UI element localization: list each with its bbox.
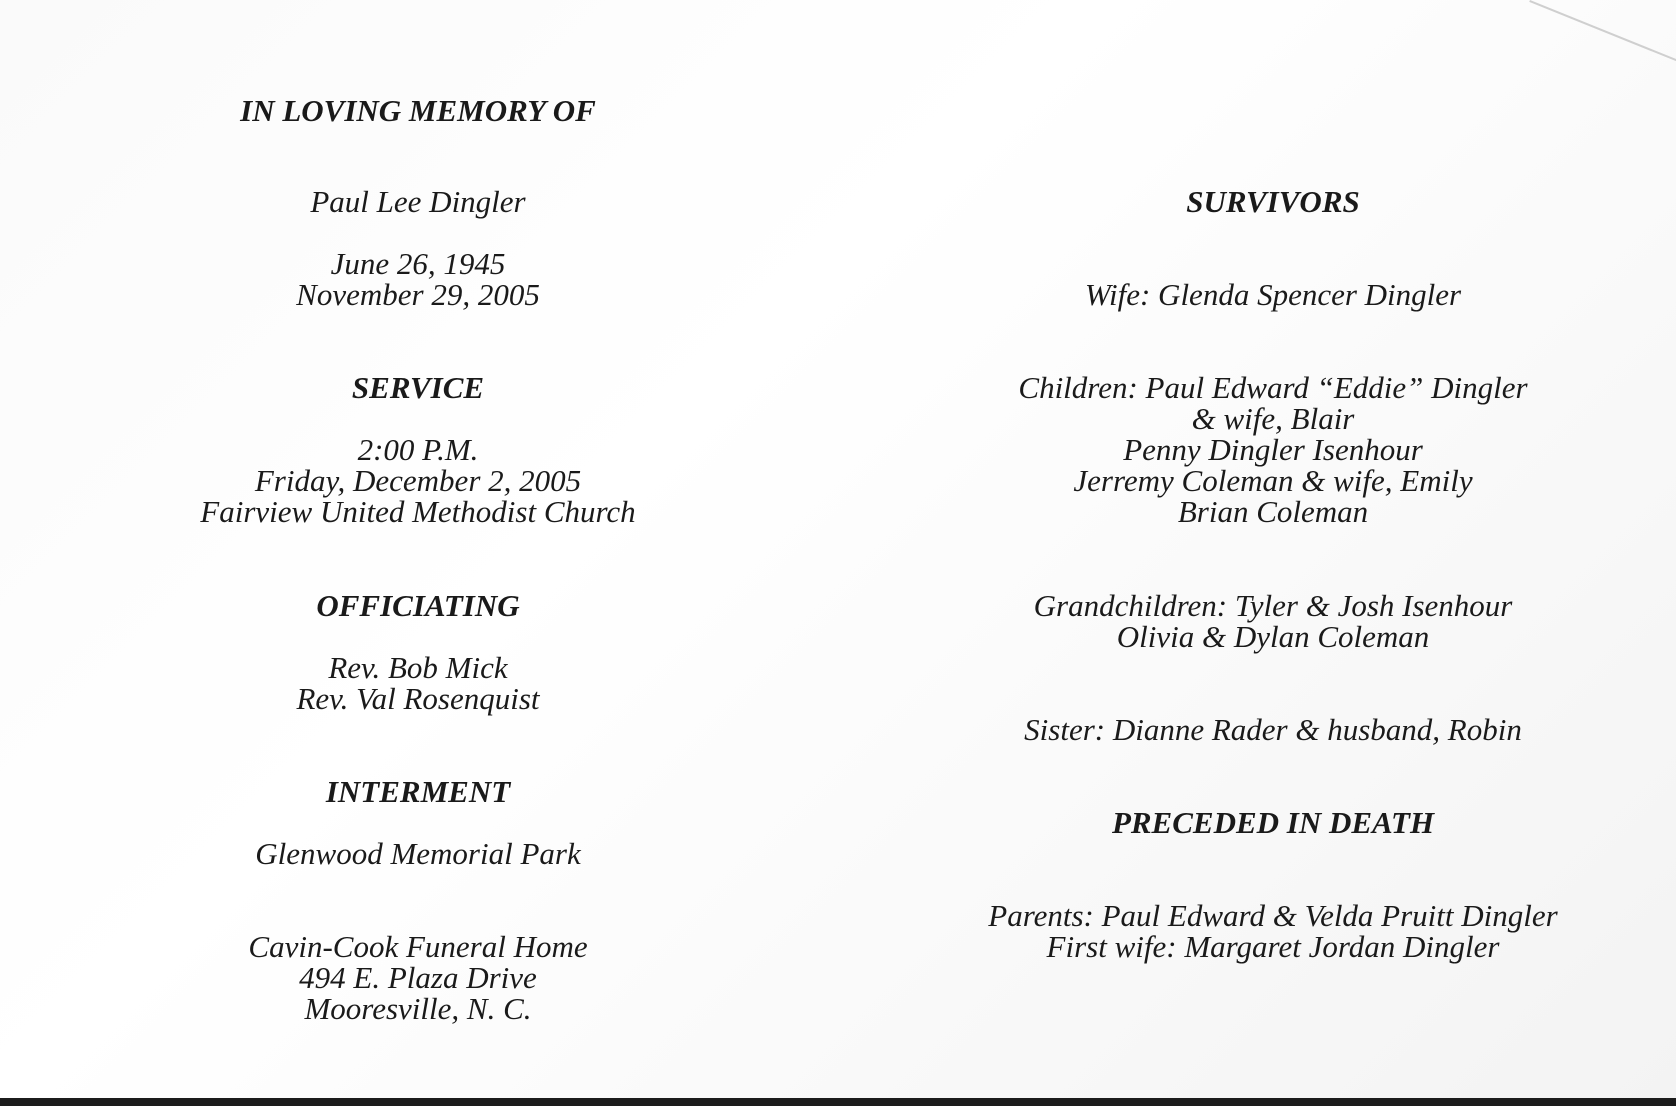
- interment-place: Glenwood Memorial Park: [255, 836, 581, 871]
- funeral-home-name: Cavin-Cook Funeral Home: [248, 929, 588, 964]
- service-time: 2:00 P.M.: [357, 432, 479, 467]
- death-date: November 29, 2005: [296, 277, 540, 312]
- survivor-children: Penny Dingler Isenhour: [1123, 432, 1423, 467]
- service-date: Friday, December 2, 2005: [254, 463, 582, 498]
- survivor-grandchildren: Olivia & Dylan Coleman: [1116, 619, 1430, 654]
- survivor-children: Brian Coleman: [1177, 494, 1369, 529]
- birth-date: June 26, 1945: [330, 246, 506, 281]
- deceased-name: Paul Lee Dingler: [310, 184, 526, 219]
- scan-bottom-edge: [0, 1098, 1676, 1106]
- survivor-children: Jerremy Coleman & wife, Emily: [1073, 463, 1473, 498]
- right-column: [928, 0, 1618, 1098]
- interment-heading: INTERMENT: [325, 774, 511, 809]
- funeral-home-address: 494 E. Plaza Drive: [299, 960, 537, 995]
- survivors-heading: SURVIVORS: [1186, 184, 1360, 219]
- preceded-line: First wife: Margaret Jordan Dingler: [1046, 929, 1500, 964]
- funeral-home-city: Mooresville, N. C.: [304, 991, 532, 1026]
- preceded-heading: PRECEDED IN DEATH: [1111, 805, 1435, 840]
- officiant: Rev. Val Rosenquist: [296, 681, 540, 716]
- officiating-heading: OFFICIATING: [316, 588, 520, 623]
- survivor-grandchildren: Grandchildren: Tyler & Josh Isenhour: [1033, 588, 1513, 623]
- survivor-children: Children: Paul Edward “Eddie” Dingler: [1018, 370, 1528, 405]
- survivor-wife: Wife: Glenda Spencer Dingler: [1084, 277, 1462, 312]
- survivor-sister: Sister: Dianne Rader & husband, Robin: [1024, 712, 1522, 747]
- left-column: [118, 0, 718, 1098]
- officiant: Rev. Bob Mick: [328, 650, 508, 685]
- preceded-line: Parents: Paul Edward & Velda Pruitt Dingler: [988, 898, 1558, 933]
- memorial-heading: IN LOVING MEMORY OF: [240, 93, 596, 128]
- service-place: Fairview United Methodist Church: [200, 494, 636, 529]
- service-heading: SERVICE: [351, 370, 485, 405]
- survivor-children: & wife, Blair: [1191, 401, 1355, 436]
